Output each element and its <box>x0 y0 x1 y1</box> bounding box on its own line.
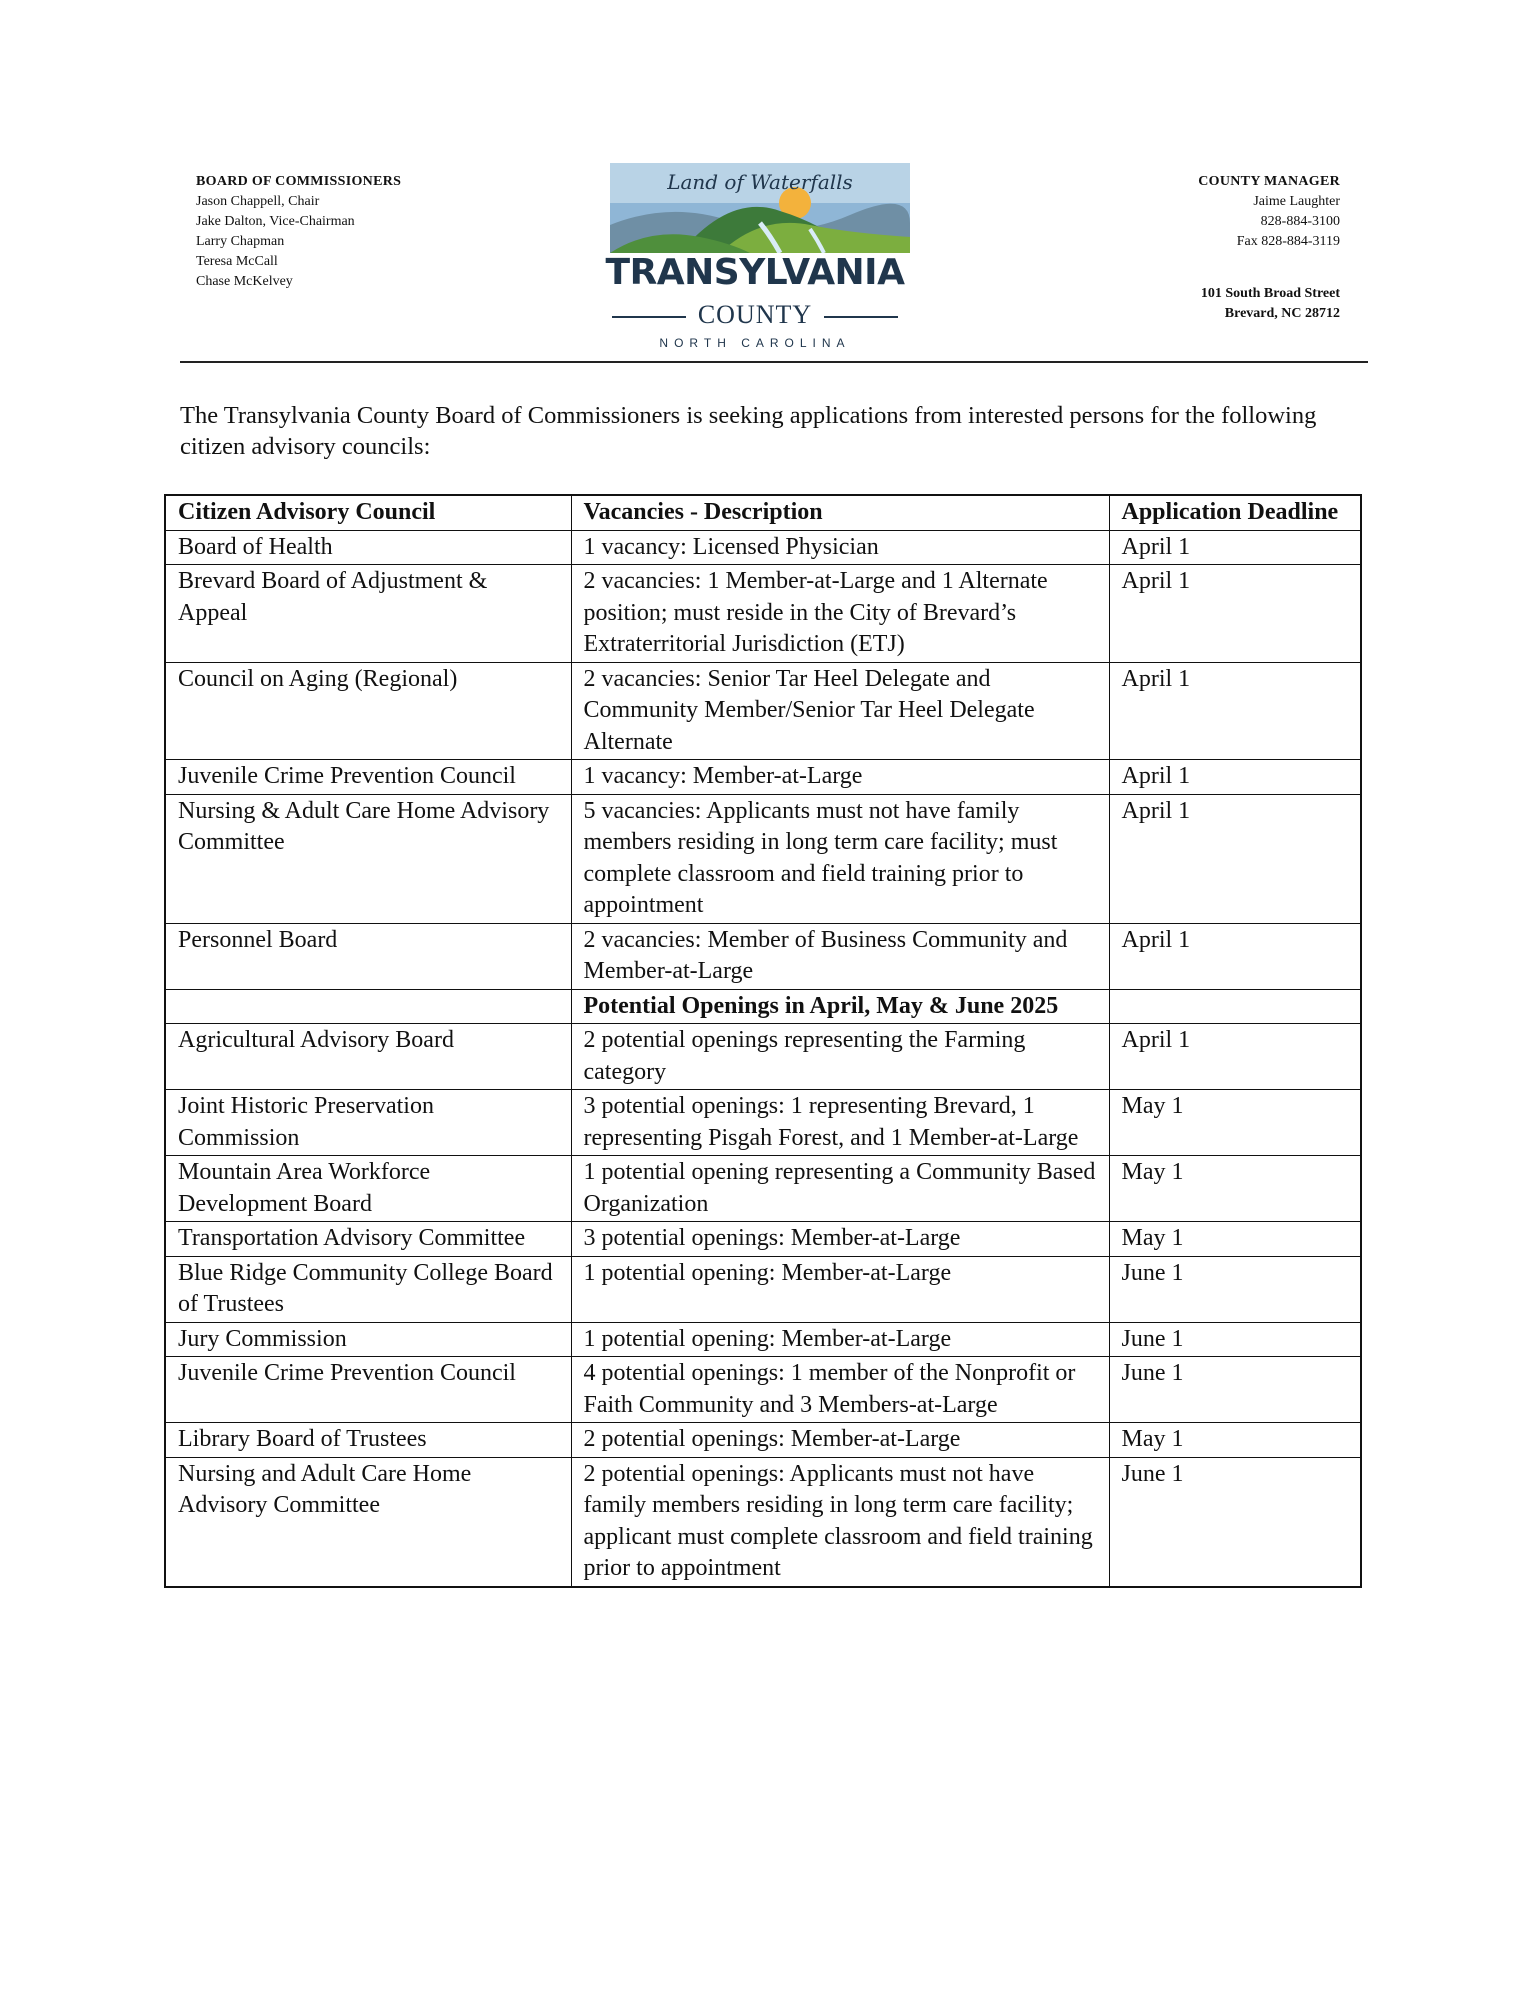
table-row <box>165 1090 1361 1156</box>
table-row <box>165 662 1361 760</box>
description-cell: 1 potential opening: Member-at-Large <box>571 1256 1109 1322</box>
deadline-cell: June 1 <box>1109 1357 1361 1423</box>
section-heading-cell: Potential Openings in April, May & June 2025 <box>571 989 1109 1024</box>
board-member: Chase McKelvey <box>196 274 293 289</box>
county-manager <box>1198 172 1340 324</box>
address-city: Brevard, NC 28712 <box>1224 306 1340 321</box>
description-cell: 1 vacancy: Licensed Physician <box>571 530 1109 565</box>
manager-heading: COUNTY MANAGER <box>1198 174 1340 189</box>
council-cell: Blue Ridge Community College Board of Trustees <box>165 1256 571 1322</box>
board-of-commissioners <box>196 172 401 292</box>
council-cell: Personnel Board <box>165 923 571 989</box>
board-member: Larry Chapman <box>196 234 285 249</box>
table-row <box>165 1423 1361 1458</box>
council-cell: Library Board of Trustees <box>165 1423 571 1458</box>
deadline-cell: April 1 <box>1109 662 1361 760</box>
table-row <box>165 1322 1361 1357</box>
header-description: Vacancies - Description <box>571 495 1109 530</box>
logo-state: NORTH CAROLINA <box>659 336 851 350</box>
table-row <box>165 1222 1361 1257</box>
table-row <box>165 1156 1361 1222</box>
council-cell: Agricultural Advisory Board <box>165 1024 571 1090</box>
council-cell: Juvenile Crime Prevention Council <box>165 1357 571 1423</box>
table-row <box>165 923 1361 989</box>
council-cell: Transportation Advisory Committee <box>165 1222 571 1257</box>
description-cell: 5 vacancies: Applicants must not have family members residing in long term care facility; must complete classroom and field training prior to appointment <box>571 794 1109 923</box>
deadline-cell: April 1 <box>1109 565 1361 663</box>
deadline-cell: June 1 <box>1109 1457 1361 1587</box>
deadline-cell: April 1 <box>1109 1024 1361 1090</box>
council-cell: Board of Health <box>165 530 571 565</box>
table-row <box>165 794 1361 923</box>
deadline-cell: April 1 <box>1109 794 1361 923</box>
table-header-row <box>165 495 1361 530</box>
description-cell: 1 potential opening representing a Community Based Organization <box>571 1156 1109 1222</box>
deadline-cell: May 1 <box>1109 1090 1361 1156</box>
table-row <box>165 1357 1361 1423</box>
council-cell: Nursing & Adult Care Home Advisory Committee <box>165 794 571 923</box>
deadline-cell <box>1109 989 1361 1024</box>
deadline-cell: May 1 <box>1109 1156 1361 1222</box>
header-divider <box>180 361 1368 363</box>
council-cell: Jury Commission <box>165 1322 571 1357</box>
description-cell: 2 potential openings representing the Farming category <box>571 1024 1109 1090</box>
description-cell: 4 potential openings: 1 member of the Nonprofit or Faith Community and 3 Members-at-Large <box>571 1357 1109 1423</box>
description-cell: 1 vacancy: Member-at-Large <box>571 760 1109 795</box>
council-cell: Brevard Board of Adjustment & Appeal <box>165 565 571 663</box>
deadline-cell: May 1 <box>1109 1222 1361 1257</box>
council-cell: Joint Historic Preservation Commission <box>165 1090 571 1156</box>
description-cell: 1 potential opening: Member-at-Large <box>571 1322 1109 1357</box>
council-cell: Council on Aging (Regional) <box>165 662 571 760</box>
description-cell: 2 vacancies: 1 Member-at-Large and 1 Alternate position; must reside in the City of Brevard’s Extraterritorial Jurisdiction (ETJ) <box>571 565 1109 663</box>
description-cell: 3 potential openings: 1 representing Brevard, 1 representing Pisgah Forest, and 1 Member-at-Large <box>571 1090 1109 1156</box>
board-heading: BOARD OF COMMISSIONERS <box>196 174 402 189</box>
board-member: Jason Chappell, Chair <box>196 194 320 209</box>
deadline-cell: June 1 <box>1109 1322 1361 1357</box>
intro-paragraph: The Transylvania County Board of Commissioners is seeking applications from interested persons for the following citizen advisory councils: <box>180 402 1317 460</box>
county-logo <box>600 160 910 350</box>
board-member: Teresa McCall <box>196 254 278 269</box>
deadline-cell: April 1 <box>1109 530 1361 565</box>
board-member: Jake Dalton, Vice-Chairman <box>196 214 355 229</box>
council-cell <box>165 989 571 1024</box>
table-row <box>165 760 1361 795</box>
logo-title: TRANSYLVANIA <box>605 252 905 293</box>
header-council: Citizen Advisory Council <box>165 495 571 530</box>
section-header-row <box>165 989 1361 1024</box>
table-row <box>165 1457 1361 1587</box>
deadline-cell: May 1 <box>1109 1423 1361 1458</box>
table-row <box>165 1256 1361 1322</box>
manager-name: Jaime Laughter <box>1253 194 1340 209</box>
council-cell: Nursing and Adult Care Home Advisory Committee <box>165 1457 571 1587</box>
description-cell: 2 potential openings: Member-at-Large <box>571 1423 1109 1458</box>
council-cell: Juvenile Crime Prevention Council <box>165 760 571 795</box>
deadline-cell: April 1 <box>1109 760 1361 795</box>
manager-phone: 828-884-3100 <box>1260 214 1340 229</box>
deadline-cell: April 1 <box>1109 923 1361 989</box>
manager-fax: Fax 828-884-3119 <box>1236 234 1340 249</box>
logo-script: Land of Waterfalls <box>667 170 853 194</box>
deadline-cell: June 1 <box>1109 1256 1361 1322</box>
description-cell: 3 potential openings: Member-at-Large <box>571 1222 1109 1257</box>
waterfall-landscape-icon <box>610 163 910 253</box>
table-row <box>165 565 1361 663</box>
logo-county: COUNTY <box>600 300 910 330</box>
table-row <box>165 1024 1361 1090</box>
description-cell: 2 vacancies: Senior Tar Heel Delegate and Community Member/Senior Tar Heel Delegate Alternate <box>571 662 1109 760</box>
council-table <box>164 494 1362 1588</box>
council-cell: Mountain Area Workforce Development Board <box>165 1156 571 1222</box>
description-cell: 2 vacancies: Member of Business Community and Member-at-Large <box>571 923 1109 989</box>
table-row <box>165 530 1361 565</box>
description-cell: 2 potential openings: Applicants must not have family members residing in long term care facility; applicant must complete classroom and field training prior to appointment <box>571 1457 1109 1587</box>
letterhead <box>0 0 1530 370</box>
address-street: 101 South Broad Street <box>1200 286 1340 301</box>
header-deadline: Application Deadline <box>1109 495 1361 530</box>
